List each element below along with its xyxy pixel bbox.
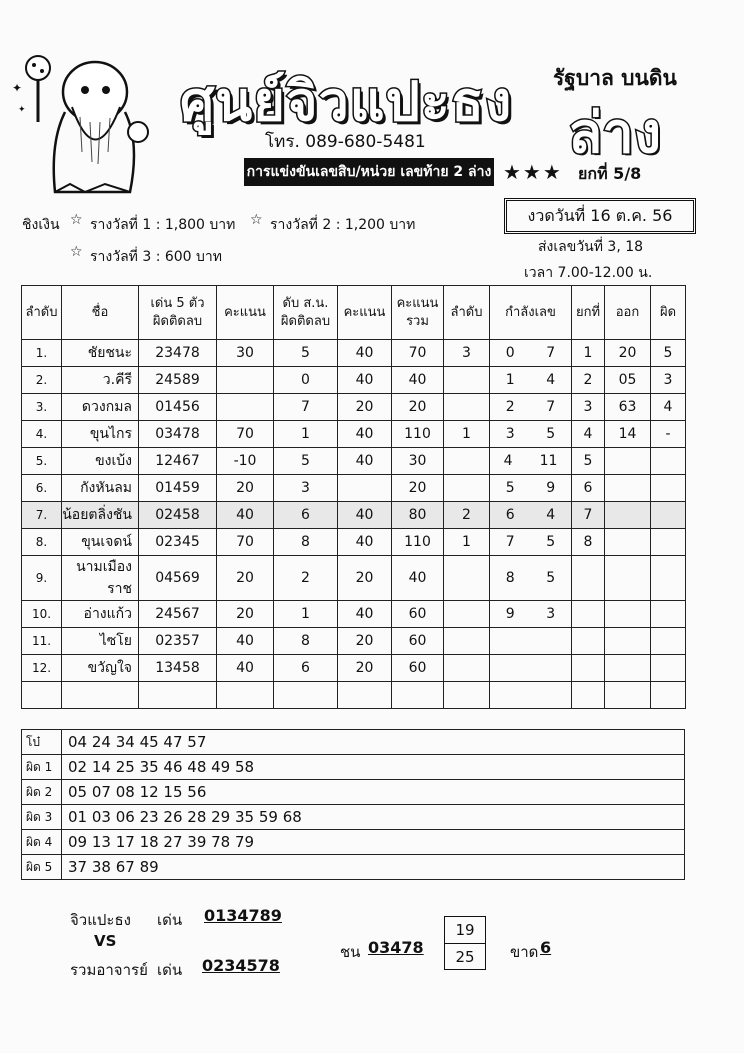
star-icon: ☆ <box>250 212 263 228</box>
rank-cell: 10. <box>22 601 62 628</box>
score-cell: 20 <box>217 556 274 601</box>
current-digit: 7 <box>546 345 556 361</box>
out-cell: 63 <box>605 394 651 421</box>
out-cell <box>605 682 651 709</box>
dub-cell: 1 <box>274 421 338 448</box>
table-row <box>22 682 686 709</box>
score-cell: 40 <box>217 628 274 655</box>
round-cell: 2 <box>572 367 605 394</box>
col-rank: ลำดับ <box>22 286 62 340</box>
rank2-cell: 2 <box>444 502 490 529</box>
wrong-cell <box>651 502 686 529</box>
wrong-cell: 5 <box>651 340 686 367</box>
current-digit: 5 <box>505 480 515 496</box>
round-cell: 4 <box>572 421 605 448</box>
out-cell <box>605 448 651 475</box>
name-cell: ขวัญใจ <box>62 655 139 682</box>
name-cell: ขุนเจดน์ <box>62 529 139 556</box>
table-row <box>22 421 686 448</box>
name-cell: อ่างแก้ว <box>62 601 139 628</box>
number-cell: 12467 <box>139 448 217 475</box>
dub-cell <box>274 682 338 709</box>
rank2-cell <box>444 655 490 682</box>
name-cell <box>62 682 139 709</box>
name-cell: ดวงกมล <box>62 394 139 421</box>
total-cell: 60 <box>392 655 444 682</box>
wrong-row <box>22 780 685 805</box>
current-cell <box>490 475 572 502</box>
team1-play-label: เด่น <box>157 911 183 929</box>
current-cell <box>490 340 572 367</box>
wrong-values: 05 07 08 12 15 56 <box>62 780 685 805</box>
old-man-mascot <box>10 52 160 202</box>
round-cell <box>572 628 605 655</box>
fraction-bottom: 25 <box>455 948 475 966</box>
wrong-values: 01 03 06 23 26 28 29 35 59 68 <box>62 805 685 830</box>
current-cell <box>490 655 572 682</box>
current-digit: 5 <box>546 534 556 550</box>
wrong-numbers-table <box>21 729 685 880</box>
wrong-cell <box>651 448 686 475</box>
table-row <box>22 655 686 682</box>
out-cell <box>605 628 651 655</box>
rank2-cell <box>444 367 490 394</box>
fraction-top: 19 <box>445 917 485 944</box>
team2-name: รวมอาจารย์ <box>70 961 148 979</box>
current-digit: 3 <box>505 426 515 442</box>
total-cell: 20 <box>392 475 444 502</box>
wrong-label: ผิด 4 <box>22 830 62 855</box>
round-label: ยกที่ 5/8 <box>578 164 642 183</box>
rank-cell: 2. <box>22 367 62 394</box>
rank-cell: 4. <box>22 421 62 448</box>
score2-cell: 40 <box>338 529 392 556</box>
col-score: คะแนน <box>217 286 274 340</box>
current-digit: 9 <box>546 480 556 496</box>
wrong-cell <box>651 556 686 601</box>
score2-cell: 20 <box>338 655 392 682</box>
number-cell: 01459 <box>139 475 217 502</box>
dub-cell: 6 <box>274 502 338 529</box>
round-cell: 1 <box>572 340 605 367</box>
out-cell: 20 <box>605 340 651 367</box>
rank-cell: 3. <box>22 394 62 421</box>
current-digit: 1 <box>505 372 515 388</box>
rank-cell: 5. <box>22 448 62 475</box>
score-cell <box>217 682 274 709</box>
dub-cell: 7 <box>274 394 338 421</box>
score-table <box>21 285 686 709</box>
out-cell <box>605 556 651 601</box>
out-cell <box>605 475 651 502</box>
wrong-label: ผิด 2 <box>22 780 62 805</box>
score2-cell: 40 <box>338 367 392 394</box>
total-cell <box>392 682 444 709</box>
dub-cell: 8 <box>274 529 338 556</box>
table-row <box>22 340 686 367</box>
phone-number: โทร. 089-680-5481 <box>265 132 426 152</box>
rank2-cell <box>444 628 490 655</box>
table-row <box>22 556 686 601</box>
total-cell: 20 <box>392 394 444 421</box>
wrong-row <box>22 755 685 780</box>
prize-2: รางวัลที่ 2 : 1,200 บาท <box>270 217 416 233</box>
wrong-values: 37 38 67 89 <box>62 855 685 880</box>
competition-banner: การแข่งขันเลขสิบ/หน่วย เลขท้าย 2 ล่าง <box>244 158 494 186</box>
wrong-label: โบ๋ <box>22 730 62 755</box>
svg-text:✦: ✦ <box>12 81 23 95</box>
number-cell: 02345 <box>139 529 217 556</box>
out-cell <box>605 655 651 682</box>
wrong-cell <box>651 529 686 556</box>
table-row <box>22 448 686 475</box>
number-cell: 01456 <box>139 394 217 421</box>
current-cell <box>490 502 572 529</box>
score-cell: 40 <box>217 655 274 682</box>
lottery-type: รัฐบาล บนดิน <box>553 66 677 90</box>
name-cell: กังหันลม <box>62 475 139 502</box>
current-digit: 5 <box>546 570 556 586</box>
wrong-cell <box>651 628 686 655</box>
wrong-cell <box>651 682 686 709</box>
current-digit: 11 <box>539 453 558 469</box>
team1-numbers: 0134789 <box>204 906 282 925</box>
score-cell: -10 <box>217 448 274 475</box>
name-cell: นามเมืองราช <box>62 556 139 601</box>
send-time: เวลา 7.00-12.00 น. <box>524 265 653 281</box>
current-digit: 0 <box>505 345 515 361</box>
total-cell: 80 <box>392 502 444 529</box>
out-cell: 05 <box>605 367 651 394</box>
score2-cell <box>338 475 392 502</box>
wrong-label: ผิด 5 <box>22 855 62 880</box>
wrong-row <box>22 830 685 855</box>
number-cell: 02458 <box>139 502 217 529</box>
current-cell <box>490 682 572 709</box>
rank-cell: 6. <box>22 475 62 502</box>
current-cell <box>490 601 572 628</box>
wrong-values: 02 14 25 35 46 48 49 58 <box>62 755 685 780</box>
round-cell: 7 <box>572 502 605 529</box>
dub-cell: 5 <box>274 340 338 367</box>
out-cell <box>605 601 651 628</box>
team1-name: จิวแปะธง <box>70 911 131 929</box>
table-row <box>22 628 686 655</box>
round-cell <box>572 556 605 601</box>
col-current: กำลังเลข <box>490 286 572 340</box>
number-cell: 02357 <box>139 628 217 655</box>
win-number: 03478 <box>368 938 424 957</box>
wrong-values: 04 24 34 45 47 57 <box>62 730 685 755</box>
current-cell <box>490 628 572 655</box>
score-cell: 30 <box>217 340 274 367</box>
star-icon: ☆ <box>70 212 83 228</box>
current-digit: 7 <box>505 534 515 550</box>
total-cell: 40 <box>392 556 444 601</box>
total-cell: 110 <box>392 421 444 448</box>
name-cell: ว.คีรี <box>62 367 139 394</box>
star-icon: ☆ <box>70 244 83 260</box>
rank2-cell: 1 <box>444 529 490 556</box>
current-digit: 4 <box>546 507 556 523</box>
col-play: เด่น 5 ตัว ผิดติดลบ <box>139 286 217 340</box>
wrong-cell <box>651 655 686 682</box>
shop-title: ศูนย์จิวแปะธง <box>180 70 513 133</box>
number-cell: 23478 <box>139 340 217 367</box>
number-cell <box>139 682 217 709</box>
score2-cell: 40 <box>338 340 392 367</box>
score-cell: 70 <box>217 529 274 556</box>
col-round: ยกที่ <box>572 286 605 340</box>
current-digit: 5 <box>546 426 556 442</box>
wrong-row <box>22 855 685 880</box>
score2-cell: 40 <box>338 448 392 475</box>
wrong-values: 09 13 17 18 27 39 78 79 <box>62 830 685 855</box>
name-cell: ขุนไกร <box>62 421 139 448</box>
current-cell <box>490 529 572 556</box>
dub-cell: 0 <box>274 367 338 394</box>
rank-cell: 11. <box>22 628 62 655</box>
rank2-cell: 3 <box>444 340 490 367</box>
number-cell: 03478 <box>139 421 217 448</box>
dub-cell: 3 <box>274 475 338 502</box>
dub-cell: 8 <box>274 628 338 655</box>
table-row <box>22 394 686 421</box>
total-cell: 40 <box>392 367 444 394</box>
table-row <box>22 502 686 529</box>
score2-cell: 40 <box>338 421 392 448</box>
col-dub: ดับ ส.น. ผิดติดลบ <box>274 286 338 340</box>
rank2-cell <box>444 475 490 502</box>
rank-cell: 9. <box>22 556 62 601</box>
table-row <box>22 601 686 628</box>
score-cell: 20 <box>217 601 274 628</box>
score-cell <box>217 367 274 394</box>
rank-cell: 1. <box>22 340 62 367</box>
total-cell: 110 <box>392 529 444 556</box>
score2-cell: 20 <box>338 628 392 655</box>
current-cell <box>490 421 572 448</box>
round-cell: 6 <box>572 475 605 502</box>
score2-cell: 20 <box>338 556 392 601</box>
current-digit: 2 <box>505 399 515 415</box>
round-cell: 8 <box>572 529 605 556</box>
dub-cell: 5 <box>274 448 338 475</box>
total-cell: 30 <box>392 448 444 475</box>
wrong-cell: - <box>651 421 686 448</box>
score-fraction <box>444 916 486 970</box>
name-cell: ไซโย <box>62 628 139 655</box>
lose-label: ขาด <box>510 943 539 961</box>
lower-label: ล่าง <box>568 101 662 166</box>
prize-3: รางวัลที่ 3 : 600 บาท <box>90 249 223 265</box>
name-cell: น้อยตลิ่งชัน <box>62 502 139 529</box>
current-cell <box>490 556 572 601</box>
prize-lead: ชิงเงิน <box>22 217 60 233</box>
col-name: ชื่อ <box>62 286 139 340</box>
col-wrong: ผิด <box>651 286 686 340</box>
current-cell <box>490 394 572 421</box>
score-cell: 40 <box>217 502 274 529</box>
wrong-label: ผิด 3 <box>22 805 62 830</box>
rank2-cell <box>444 448 490 475</box>
col-rank2: ลำดับ <box>444 286 490 340</box>
table-header <box>22 286 686 340</box>
number-cell: 13458 <box>139 655 217 682</box>
total-cell: 60 <box>392 601 444 628</box>
rank2-cell <box>444 682 490 709</box>
col-total: คะแนน รวม <box>392 286 444 340</box>
current-digit: 4 <box>503 453 513 469</box>
number-cell: 24567 <box>139 601 217 628</box>
current-cell <box>490 448 572 475</box>
dub-cell: 6 <box>274 655 338 682</box>
rank2-cell <box>444 394 490 421</box>
wrong-row <box>22 805 685 830</box>
out-cell <box>605 502 651 529</box>
current-digit: 9 <box>505 606 515 622</box>
wrong-row <box>22 730 685 755</box>
name-cell: ขงเบ้ง <box>62 448 139 475</box>
svg-text:✦: ✦ <box>18 105 26 115</box>
table-row <box>22 367 686 394</box>
col-score2: คะแนน <box>338 286 392 340</box>
round-cell <box>572 682 605 709</box>
rank-cell: 8. <box>22 529 62 556</box>
rank-cell <box>22 682 62 709</box>
col-out: ออก <box>605 286 651 340</box>
current-digit: 8 <box>505 570 515 586</box>
draw-date: งวดวันที่ 16 ต.ค. 56 <box>504 198 696 234</box>
score-cell: 70 <box>217 421 274 448</box>
total-cell: 70 <box>392 340 444 367</box>
send-date: ส่งเลขวันที่ 3, 18 <box>538 239 644 255</box>
round-cell <box>572 601 605 628</box>
rank2-cell <box>444 601 490 628</box>
out-cell <box>605 529 651 556</box>
vs-label: VS <box>94 932 117 950</box>
total-cell: 60 <box>392 628 444 655</box>
table-row <box>22 475 686 502</box>
out-cell: 14 <box>605 421 651 448</box>
wrong-cell <box>651 601 686 628</box>
lose-number: 6 <box>540 938 552 957</box>
name-cell: ชัยชนะ <box>62 340 139 367</box>
score-cell <box>217 394 274 421</box>
win-label: ชน <box>340 943 361 961</box>
table-row <box>22 529 686 556</box>
score2-cell: 40 <box>338 601 392 628</box>
star-rating: ★★★ <box>503 160 563 184</box>
current-digit: 6 <box>505 507 515 523</box>
current-digit: 3 <box>546 606 556 622</box>
team2-numbers: 0234578 <box>202 956 280 975</box>
current-cell <box>490 367 572 394</box>
prize-1: รางวัลที่ 1 : 1,800 บาท <box>90 217 236 233</box>
current-digit: 7 <box>546 399 556 415</box>
wrong-cell <box>651 475 686 502</box>
round-cell <box>572 655 605 682</box>
score2-cell <box>338 682 392 709</box>
dub-cell: 1 <box>274 601 338 628</box>
score-cell: 20 <box>217 475 274 502</box>
round-cell: 3 <box>572 394 605 421</box>
number-cell: 04569 <box>139 556 217 601</box>
current-digit: 4 <box>546 372 556 388</box>
rank-cell: 12. <box>22 655 62 682</box>
rank2-cell <box>444 556 490 601</box>
score2-cell: 40 <box>338 502 392 529</box>
round-cell: 5 <box>572 448 605 475</box>
number-cell: 24589 <box>139 367 217 394</box>
score2-cell: 20 <box>338 394 392 421</box>
dub-cell: 2 <box>274 556 338 601</box>
wrong-label: ผิด 1 <box>22 755 62 780</box>
team2-play-label: เด่น <box>157 961 183 979</box>
wrong-cell: 4 <box>651 394 686 421</box>
wrong-cell: 3 <box>651 367 686 394</box>
rank2-cell: 1 <box>444 421 490 448</box>
rank-cell: 7. <box>22 502 62 529</box>
